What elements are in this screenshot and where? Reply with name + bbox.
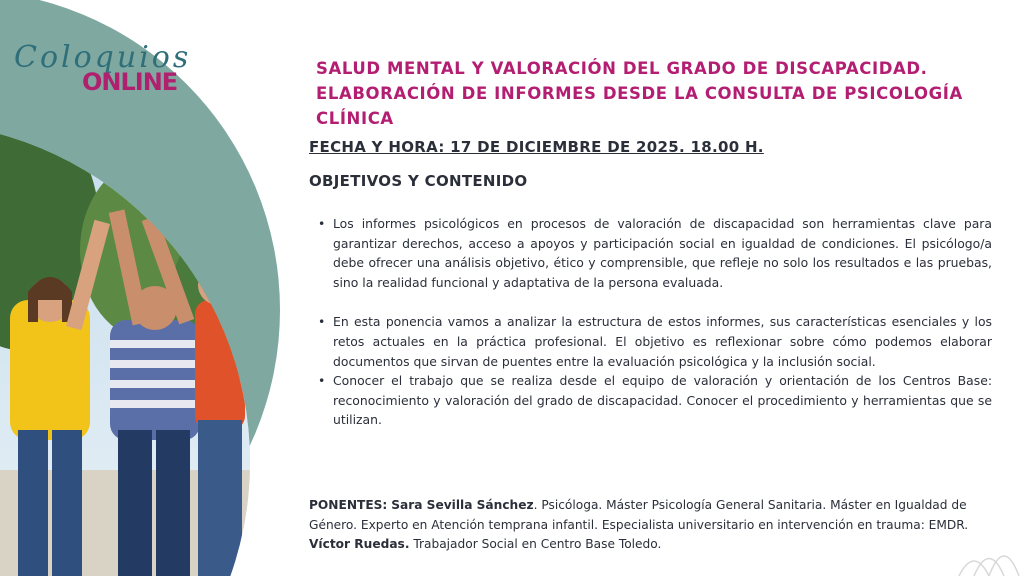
corner-line-decoration <box>954 526 1024 576</box>
brand-online-text: ONLINE <box>82 68 178 96</box>
objectives-list <box>316 214 992 430</box>
page-title <box>316 56 996 131</box>
people-celebrating-photo <box>0 122 250 576</box>
speakers-paragraph <box>309 496 969 555</box>
title-line-2: ELABORACIÓN DE INFORMES DESDE LA CONSULTA DE PSICOLOGÍA <box>316 84 963 103</box>
list-item: • Los informes psicológicos en procesos de valoración de discapacidad son herramientas clave para garantizar derechos, acceso a apoyos y participación social en igualdad de condiciones. El psicólogo/a debe ofrecer una análisis objetivo, ético y comprensible, que refleje no solo los resultados e las pruebas, sino la realidad funcional y adaptativa de la persona evaluada. <box>316 214 992 292</box>
title-line-1: SALUD MENTAL Y VALORACIÓN DEL GRADO DE DISCAPACIDAD. <box>316 59 928 78</box>
speaker-2-name: Víctor Ruedas. <box>309 537 410 551</box>
list-item: • En esta ponencia vamos a analizar la estructura de estos informes, sus características esenciales y los retos actuales en la práctica profesional. El objetivo es reflexionar sobre cómo podemos elaborar documentos que sirvan de puentes entre la evaluación psicológica y la inclusión social. <box>316 312 992 371</box>
speaker-1-name: Sara Sevilla Sánchez <box>391 498 534 512</box>
title-line-3: CLÍNICA <box>316 109 394 128</box>
speaker-2-description: Trabajador Social en Centro Base Toledo. <box>409 537 662 551</box>
list-item: • Conocer el trabajo que se realiza desde el equipo de valoración y orientación de los Centros Base: reconocimiento y valoración del grado de discapacidad. Conocer el procedimiento y herramientas que se utilizan. <box>316 371 992 430</box>
speakers-label: PONENTES: <box>309 498 388 512</box>
objectives-heading: OBJETIVOS Y CONTENIDO <box>309 172 528 190</box>
brand-script-text: Coloquios <box>14 40 192 75</box>
brand-logo <box>10 38 220 108</box>
speaker-1-description: . Psicóloga. Máster Psicología General Sanitaria. Máster en Igualdad de Género. Experto en Atención temprana infantil. Especialista universitario en intervención en trauma: EMDR. <box>309 498 969 532</box>
date-time-line: FECHA Y HORA: 17 DE DICIEMBRE DE 2025. 18.00 H. <box>309 138 764 156</box>
